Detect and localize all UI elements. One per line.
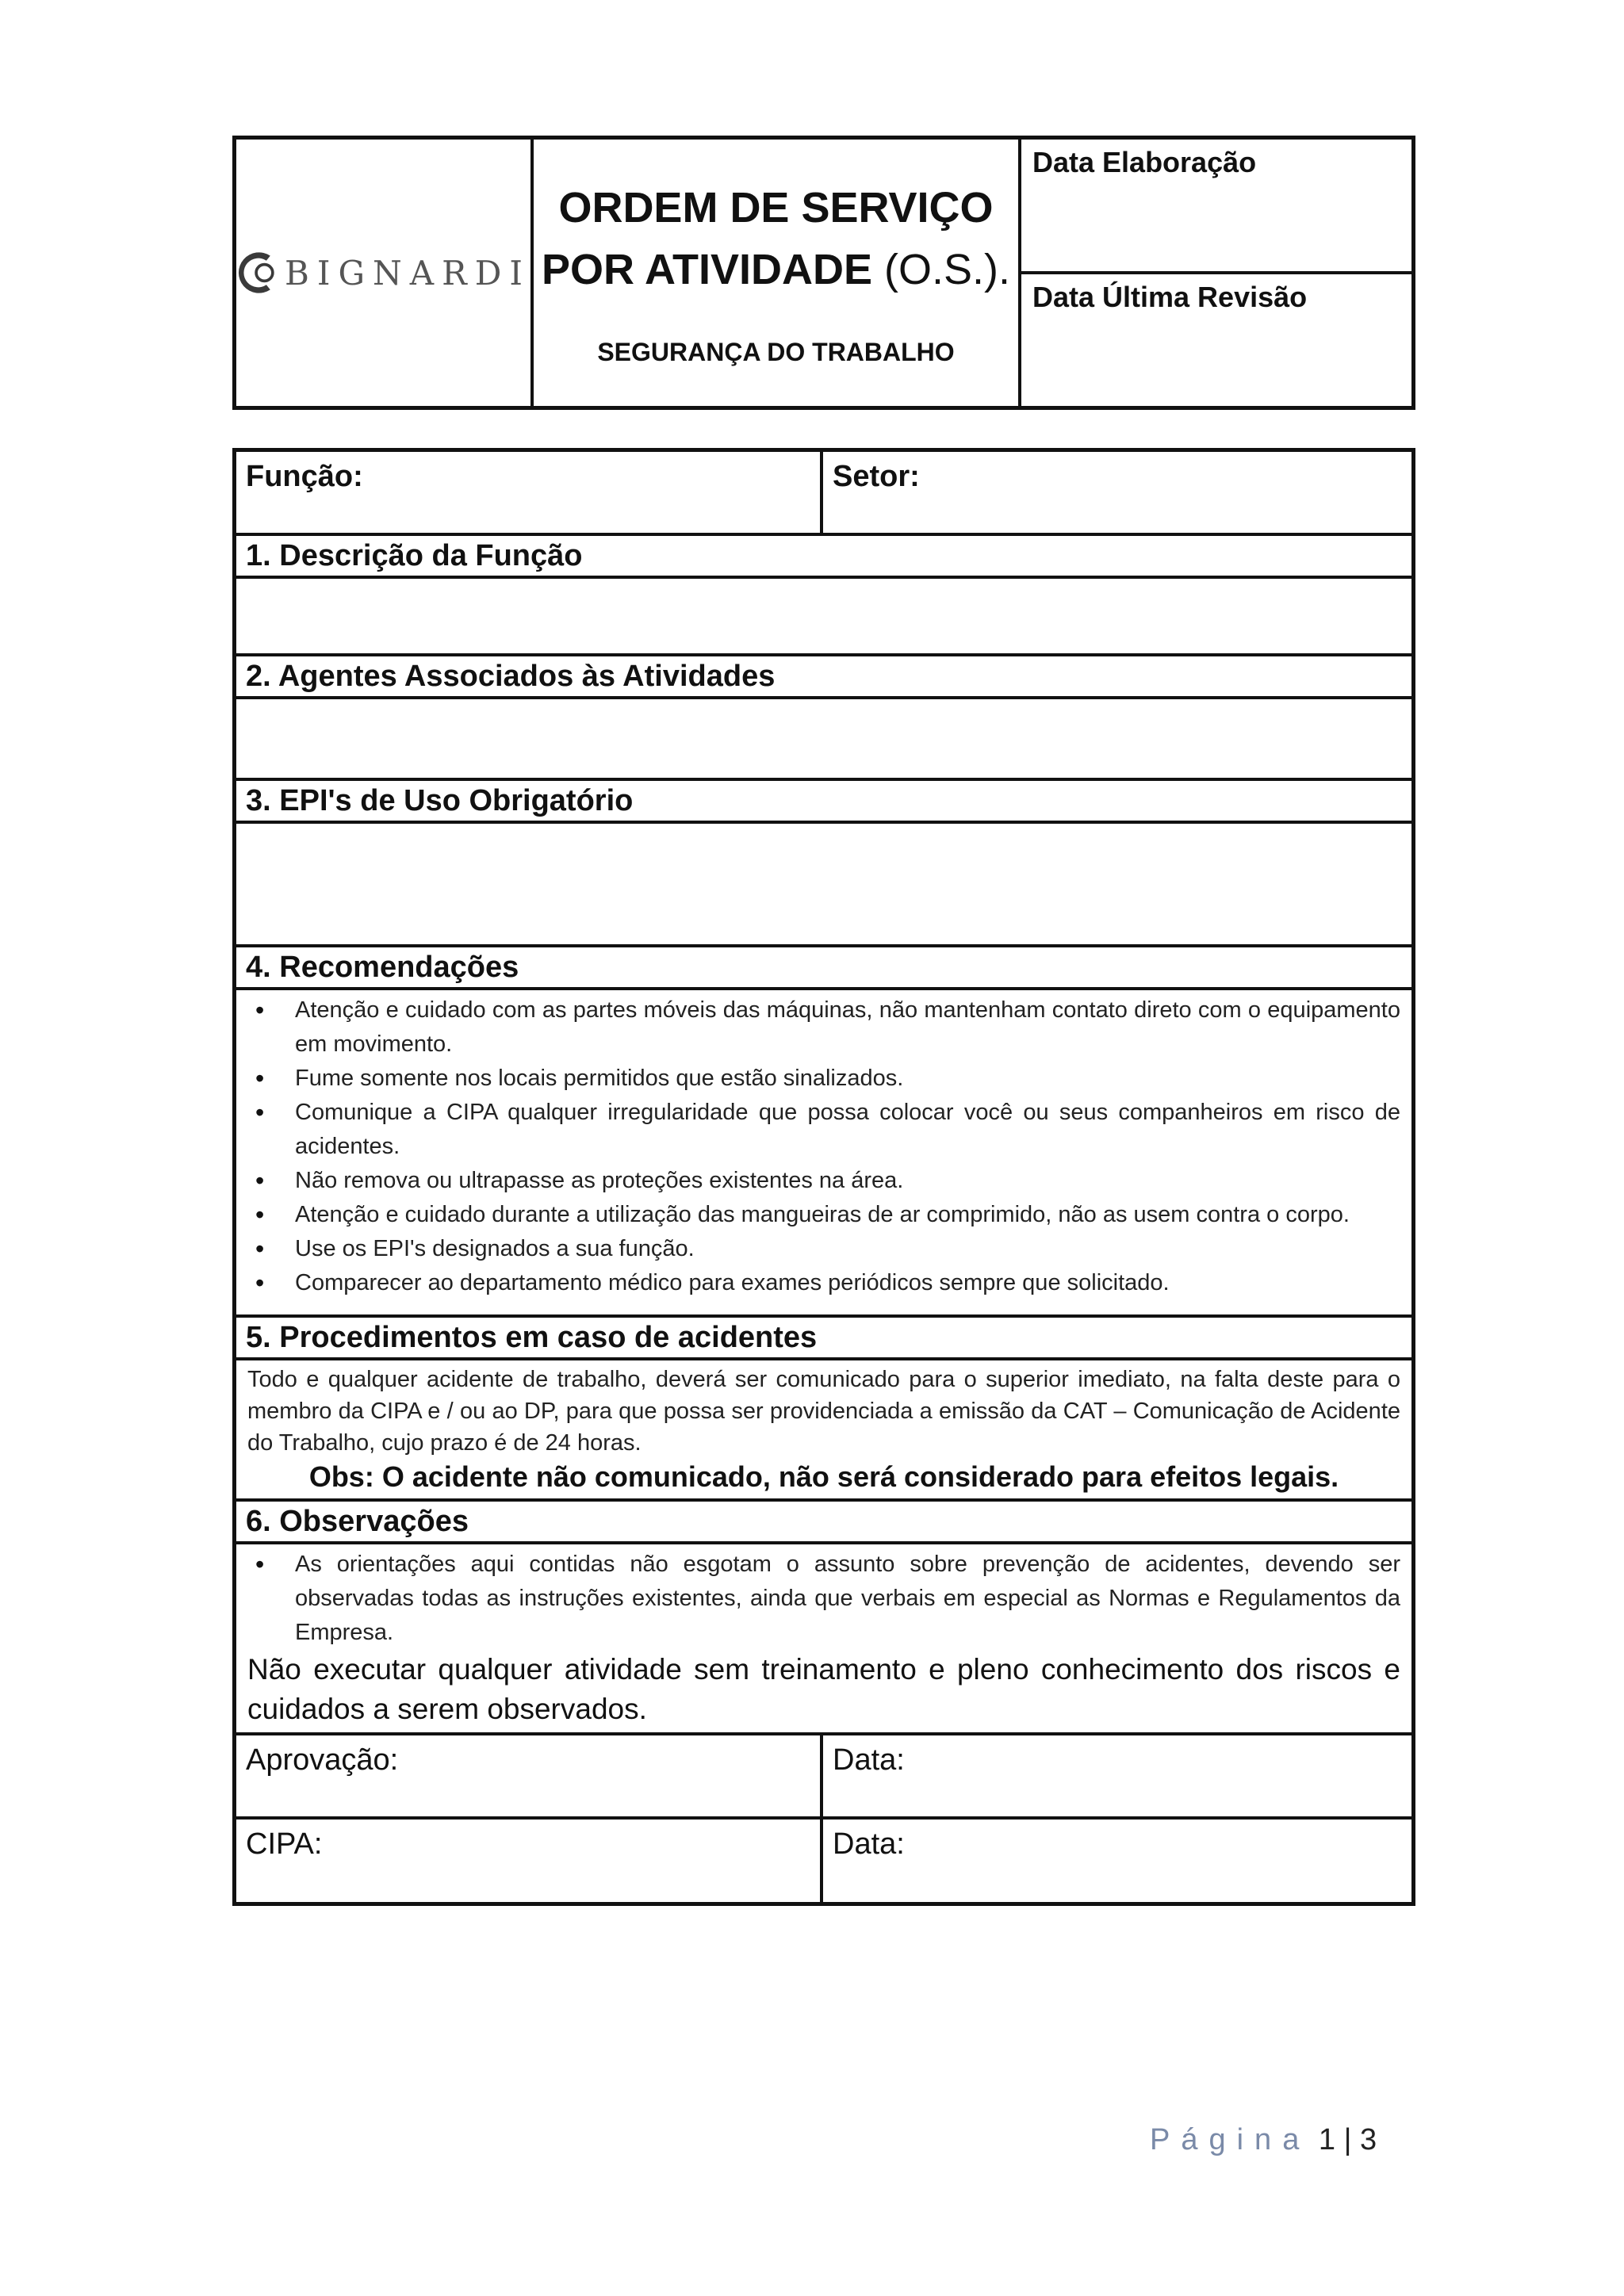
setor-field[interactable]: Setor: [833, 460, 920, 493]
aprovacao-date-field[interactable]: Data: [833, 1743, 905, 1777]
section-2-content[interactable] [236, 699, 1411, 781]
list-item: • Fume somente nos locais permitidos que estão sinalizados. [247, 1062, 1400, 1096]
form-table [232, 448, 1415, 1906]
title-cell [534, 140, 1021, 406]
date-revised-field[interactable]: Data Última Revisão [1032, 281, 1308, 313]
section-5-title: 5. Procedimentos em caso de acidentes [236, 1318, 1411, 1360]
header-table [232, 136, 1415, 410]
date-cell [1021, 140, 1411, 406]
page-word: Página [1150, 2123, 1311, 2156]
cipa-row [236, 1820, 1411, 1902]
doc-title-line1: ORDEM DE SERVIÇO [558, 184, 994, 232]
accident-obs-note: Obs: O acidente não comunicado, não será considerado para efeitos legais. [308, 1460, 1339, 1493]
logo [236, 140, 534, 406]
doc-title-bold: POR ATIVIDADE [541, 246, 872, 293]
doc-subtitle: SEGURANÇA DO TRABALHO [597, 338, 955, 366]
page-separator: | [1343, 2123, 1352, 2156]
funcao-field[interactable]: Função: [236, 452, 823, 533]
list-item: • Atenção e cuidado com as partes móveis das máquinas, não mantenham contato direto com o equipamento em movimento. [247, 993, 1400, 1062]
list-item: • Use os EPI's designados a sua função. [247, 1232, 1400, 1266]
section-3-title: 3. EPI's de Uso Obrigatório [236, 781, 1411, 824]
section-4-content [236, 990, 1411, 1318]
section-3-content[interactable] [236, 824, 1411, 947]
cipa-date-field[interactable]: Data: [833, 1827, 905, 1861]
doc-title-line2 [534, 245, 1018, 294]
aprovacao-field[interactable]: Aprovação: [236, 1735, 823, 1816]
page-current: 1 [1318, 2123, 1336, 2156]
observations-list [236, 1544, 1411, 1650]
doc-title-abbrev: (O.S.). [884, 246, 1011, 293]
section-6-title: 6. Observações [236, 1502, 1411, 1544]
list-item: • As orientações aqui contidas não esgotam o assunto sobre prevenção de acidentes, devendo ser observadas todas as instruções existentes, ainda que verbais em especial as Normas e Regulamentos da Empresa. [247, 1548, 1400, 1650]
funcao-setor-row [236, 452, 1411, 536]
page-number [1150, 2123, 1377, 2157]
training-warning: Não executar qualquer atividade sem treinamento e pleno conhecimento dos riscos e cuidados a serem observados. [247, 1653, 1400, 1725]
date-created-field[interactable]: Data Elaboração [1021, 140, 1411, 274]
section-4-title: 4. Recomendações [236, 947, 1411, 990]
list-item: • Não remova ou ultrapasse as proteções existentes na área. [247, 1164, 1400, 1198]
section-5-content [236, 1360, 1411, 1502]
logo-text: BIGNARDI [285, 253, 530, 293]
section-2-title: 2. Agentes Associados às Atividades [236, 656, 1411, 699]
section-1-content[interactable] [236, 579, 1411, 656]
section-6-content [236, 1544, 1411, 1735]
aprovacao-row [236, 1735, 1411, 1820]
cipa-field[interactable]: CIPA: [236, 1820, 823, 1902]
recommendations-list [236, 990, 1411, 1314]
list-item: • Comunique a CIPA qualquer irregularidade que possa colocar você ou seus companheiros em risco de acidentes. [247, 1096, 1400, 1164]
accident-procedure-text: Todo e qualquer acidente de trabalho, deverá ser comunicado para o superior imediato, na falta deste para o membro da CIPA e / ou ao DP, para que possa ser providenciada a emissão da CAT – Comunicação de Acidente do Trabalho, cujo prazo é de 24 horas. [247, 1367, 1400, 1456]
list-item: • Comparecer ao departamento médico para exames periódicos sempre que solicitado. [247, 1266, 1400, 1300]
section-1-title: 1. Descrição da Função [236, 536, 1411, 579]
bignardi-logo-icon [236, 229, 280, 316]
list-item: • Atenção e cuidado durante a utilização das mangueiras de ar comprimido, não as usem contra o corpo. [247, 1198, 1400, 1232]
page-total: 3 [1360, 2123, 1377, 2156]
